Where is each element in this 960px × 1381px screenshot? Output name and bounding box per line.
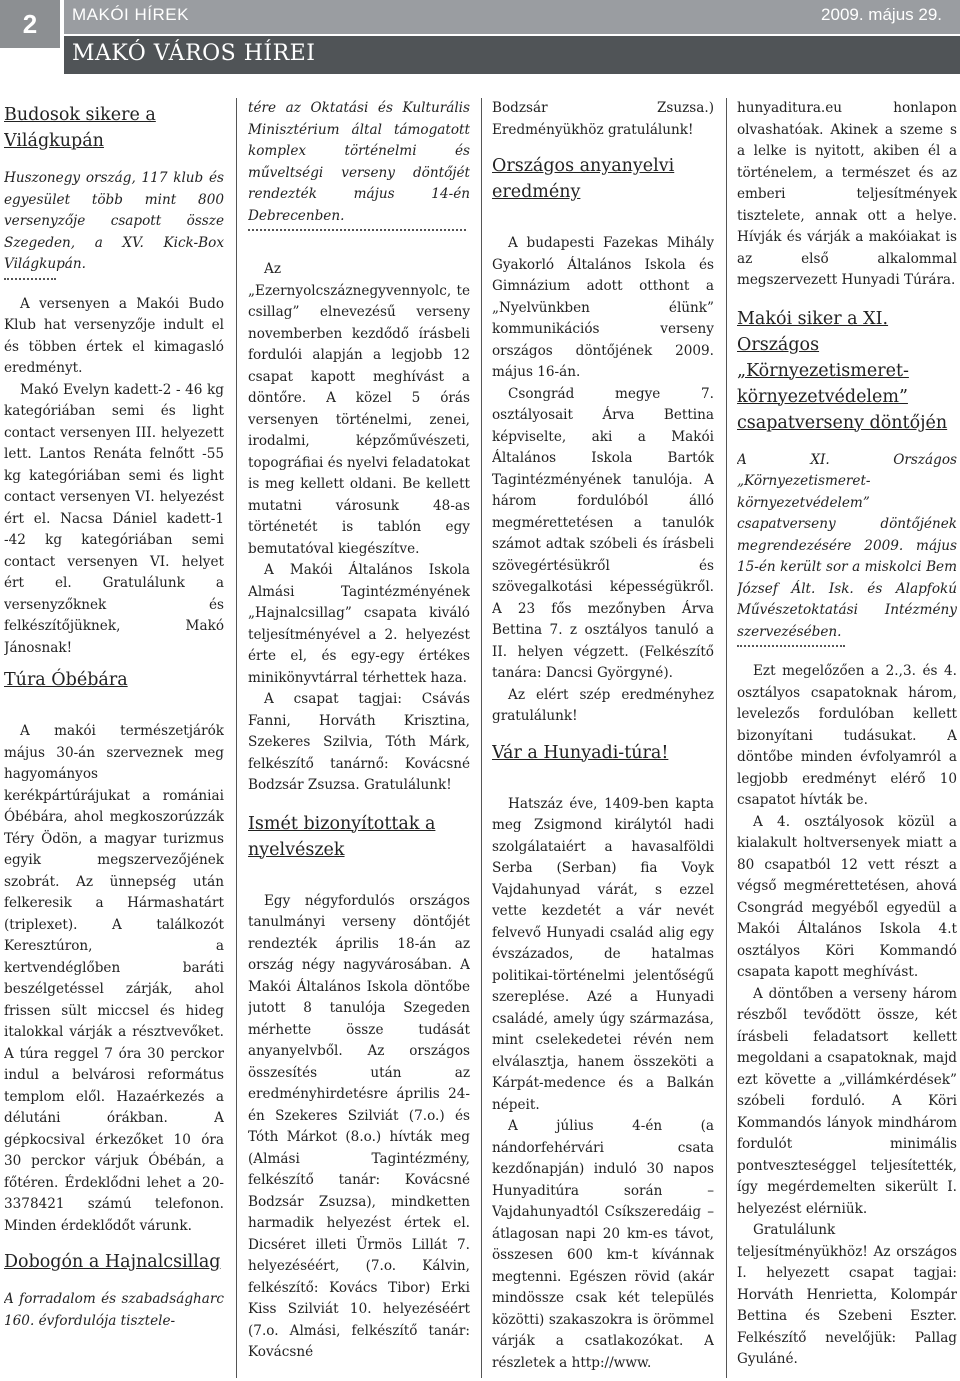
dotted-separator [4, 278, 56, 280]
article-lead: Huszonegy ország, 117 klub és egyesület több mint 800 versenyzője csapott össze Szegeden, a XV. Kick-Box Világkupán. [4, 170, 224, 272]
article-lead: A forradalom és szabadságharc 160. évfordulója tisztele- [4, 1291, 224, 1329]
column-4 [737, 98, 957, 1378]
page-title: MAKÓ VÁROS HÍREI [72, 41, 316, 66]
article-paragraph: A Makói Általános Iskola Almási Tagintézményének „Hajnalcsillag” csapata kiváló teljesítményével a 2. helyezést érte el, és egy-egy értékes minikönyvtárral térhettek haza. [248, 562, 470, 686]
column-divider [726, 98, 727, 1378]
article-paragraph: Az „Ezernyolcszáznegyvennyolc, te csillag” elnevezésű verseny novemberben kezdődő írásbeli fordulói alapján a legjobb 12 csapat kapott meghívást a döntőre. A közel 5 órás versenyen történelmi, zenei, irodalmi, képzőművészeti, topográfiai és nyelvi feladatokat is meg kellett oldani. Be kellett mutatni városunk 48-as történetét is tablón egy bemutatóval kiegészítve. [248, 261, 470, 557]
column-2 [248, 98, 470, 1378]
page-number: 2 [0, 0, 60, 48]
article-paragraph: Egy négyfordulós országos tanulmányi verseny döntőjét rendezték április 18-án az ország négy nagyvárosában. A Makói Általános Iskola döntőbe jutott 8 tanulója Szegeden mérhette össze tudását anyanyelvből. Az országos összesítés után az eredményhirdetésre április 24-én Szekeres Szilviát (7.o.) és Tóth Márkot (8.o.) hívták meg (Almási Tagintézmény, felkészítő tanár: Kovácsné Bodzsár Zsuzsa), mindketten harmadik helyezést értek el. Dicséret illeti Ürmös Lillát 7. helyezéséért, (7.o. Kálvin, felkészítő: Kovács Tibor) Erki Kiss Szilviát 10. helyezéséért (7.o. Almási, felkészítő tanár: Kovácsné [248, 892, 470, 1360]
article-paragraph: Makó Evelyn kadett-2 - 46 kg kategóriában semi és light contact versenyen III. helyezett lett. Lantos Renáta felnőtt -55 kg kategóriában semi és light contact versenyen VI. helyezést ért el. Nacsa Dániel kadett-1 -42 kg kategóriában semi contact versenyen VI. helyet ért el. Gratulálunk a versenyzőknek és felkészítőjüknek, Makó Jánosnak! [4, 381, 224, 656]
issue-date: 2009. május 29. [821, 5, 942, 24]
article-lead: tére az Oktatási és Kulturális Minisztérium által támogatott komplex történelmi és műveltségi verseny döntőjét rendezték május 14-én Debrecenben. [248, 100, 470, 224]
column-divider [481, 98, 482, 1378]
article-paragraph: Bodzsár Zsuzsa.) Eredményükhöz gratulálunk! [492, 100, 714, 138]
article-title-tura: Túra Óbébára [4, 670, 128, 690]
article-paragraph: A csapat tagjai: Csávás Fanni, Horváth Krisztina, Szekeres Szilvia, Tóth Márk, felkészítő tanárnő: Kovácsné Bodzsár Zsuzsa. Gratulálunk! [248, 691, 470, 793]
page-header [0, 0, 960, 80]
article-paragraph: hunyaditura.eu honlapon olvashatóak. Akinek a szeme s a lelke is nyitott, akiben él a történelem, a természet és az emberi teljesítmények tisztelete, annak ott a helye. Hívják és várják a makóiakat is az első alkalommal megszervezett Hunyadi Túrára. [737, 100, 957, 288]
article-paragraph: Hatszáz éve, 1409-ben kapta meg Zsigmond királytól hadi szolgálataiért a havasalföldi Serba (Serban) fia Voyk Vajdahunyad várát, s ezzel vette kezdetét a vár nevét felvevő Hunyadi család alig egy évszázados, de hatalmas politikai-történelmi jelentőségű szereplése. Azé a Hunyadi családé, amely úgy származása, mint cselekedetei révén nem elválasztja, hanem összeköti a Kárpát-medence és a Balkán népeit. [492, 795, 714, 1113]
article-paragraph: A versenyen a Makói Budo Klub hat versenyzője indult el és többen értek el kimagasló eredményt. [4, 295, 224, 376]
article-title-korny: Makói siker a XI. Országos „Környezetismeret-környezetvédelem” csapatverseny döntőjén [737, 308, 948, 433]
article-title-nyelv: Ismét bizonyítottak a nyelvészek [248, 813, 436, 860]
article-paragraph: A döntőben a verseny három részből tevődött össze, két írásbeli feladatsort kellett megoldani a csapatoknak, majd ezt követte a „villámkérdések” szóbeli forduló. A Köri Kommandós lányok mindhárom fordulót minimális pontveszteséggel teljesítették, így megérdemelten sikerült I. helyezést elérniük. [737, 985, 957, 1217]
article-lead: A XI. Országos „Környezetismeret- környezetvédelem” csapatverseny döntőjének megrendezésére 2009. május 15-én került sor a miskolci Bem József Ált. Isk. és Alapfokú Művészetoktatási Intézmény szervezésében. [737, 451, 957, 640]
column-1 [4, 98, 224, 1378]
article-paragraph: Az elért szép eredményhez gratulálunk! [492, 686, 714, 724]
article-paragraph: A makói természetjárók május 30-án szerveznek meg hagyományos kerékpártúrájukat a romániai Óbébára, ahol megkoszorúzzák Téry Ödön, a magyar turizmus egyik megszervezőjének szobrát. Az ünnepség után felkeresik a Hármashatárt (triplexet). A találkozót Keresztúron, a kertvendéglőben baráti beszélgetéssel zárják, ahol frissen sült miccsel és hideg italokkal várják a résztvevőket. A túra reggel 7 óra 30 perckor indul a belvárosi református templom elől. Hazaérkezés a délutáni órákban. A gépkocsival érkezőket 10 óra 30 perckor várjuk Óbébán, a főtéren. Érdeklődni lehet a 20-3378421 számú telefonon. Minden érdeklődőt várunk. [4, 723, 224, 1234]
column-3 [492, 98, 714, 1378]
dotted-separator [737, 645, 845, 647]
section-name: MAKÓI HÍREK [72, 5, 189, 24]
article-title-hunyadi: Vár a Hunyadi-túra! [492, 742, 669, 763]
article-paragraph: Ezt megelőzően a 2.,3. és 4. osztályos csapatoknak három, levelezős fordulóban kellett bizonyítani tudásukat. A döntőbe minden évfolyamról a legjobb eredményt elérő 10 csapatot hívták be. [737, 663, 957, 808]
dotted-separator [248, 229, 466, 231]
article-paragraph: A 4. osztályosok közül a kialakult holtversenyek miatt a 80 csapatból 12 vett részt a végső megmérettetésen, ahová Csongrád megyéből egyedül a Makói Általános Iskola 4.t osztályos Köri Kommandó csapata kapott meghívást. [737, 813, 957, 980]
article-paragraph: A július 4-én (a nándorfehérvári csata kezdőnapján) induló 30 napos Hunyaditúra során – Vajdahunyadtól Csíkszeredáig – átlagosan napi 20 km-es távot, összesen 600 km-t kívánnak megtenni. Egészen rövid (akár mindössze csak két település közötti) szakaszokra is örömmel várják a csatlakozókat. A részletek a http://www. [492, 1118, 714, 1371]
column-divider [236, 98, 237, 1378]
article-title-anya: Országos anyanyelvi eredmény [492, 156, 675, 202]
article-paragraph: Gratulálunk teljesítményükhöz! Az országos I. helyezett csapat tagjai: Horváth Henrietta, Kolompár Bettina és Szebeni Eszter. Felkészítő nevelőjük: Pallag Gyuláné. [737, 1222, 957, 1367]
article-title-budo: Budosok sikere a Világkupán [4, 105, 156, 151]
article-paragraph: A budapesti Fazekas Mihály Gyakorló Általános Iskola és Gimnázium adott otthont a „Nyelvünkben élünk” kommunikációs verseny országos döntőjének 2009. május 16-án. [492, 235, 714, 380]
article-title-dobogo: Dobogón a Hajnalcsillag [4, 1252, 221, 1272]
article-paragraph: Csongrád megye 7. osztályosait Árva Bettina képviselte, aki a Makói Általános Iskola Bartók Tagintézményének tanulója. A három fordulóból álló megmérettetésen a tanulók számot adtak szóbeli és írásbeli szövegértésükről és szövegalkotási képességükről. A 23 fős mezőnyben Árva Bettina 7. z osztályos tanuló a II. helyen végzett. (Felkészítő tanára: Dancsi Györgyné). [492, 385, 714, 681]
